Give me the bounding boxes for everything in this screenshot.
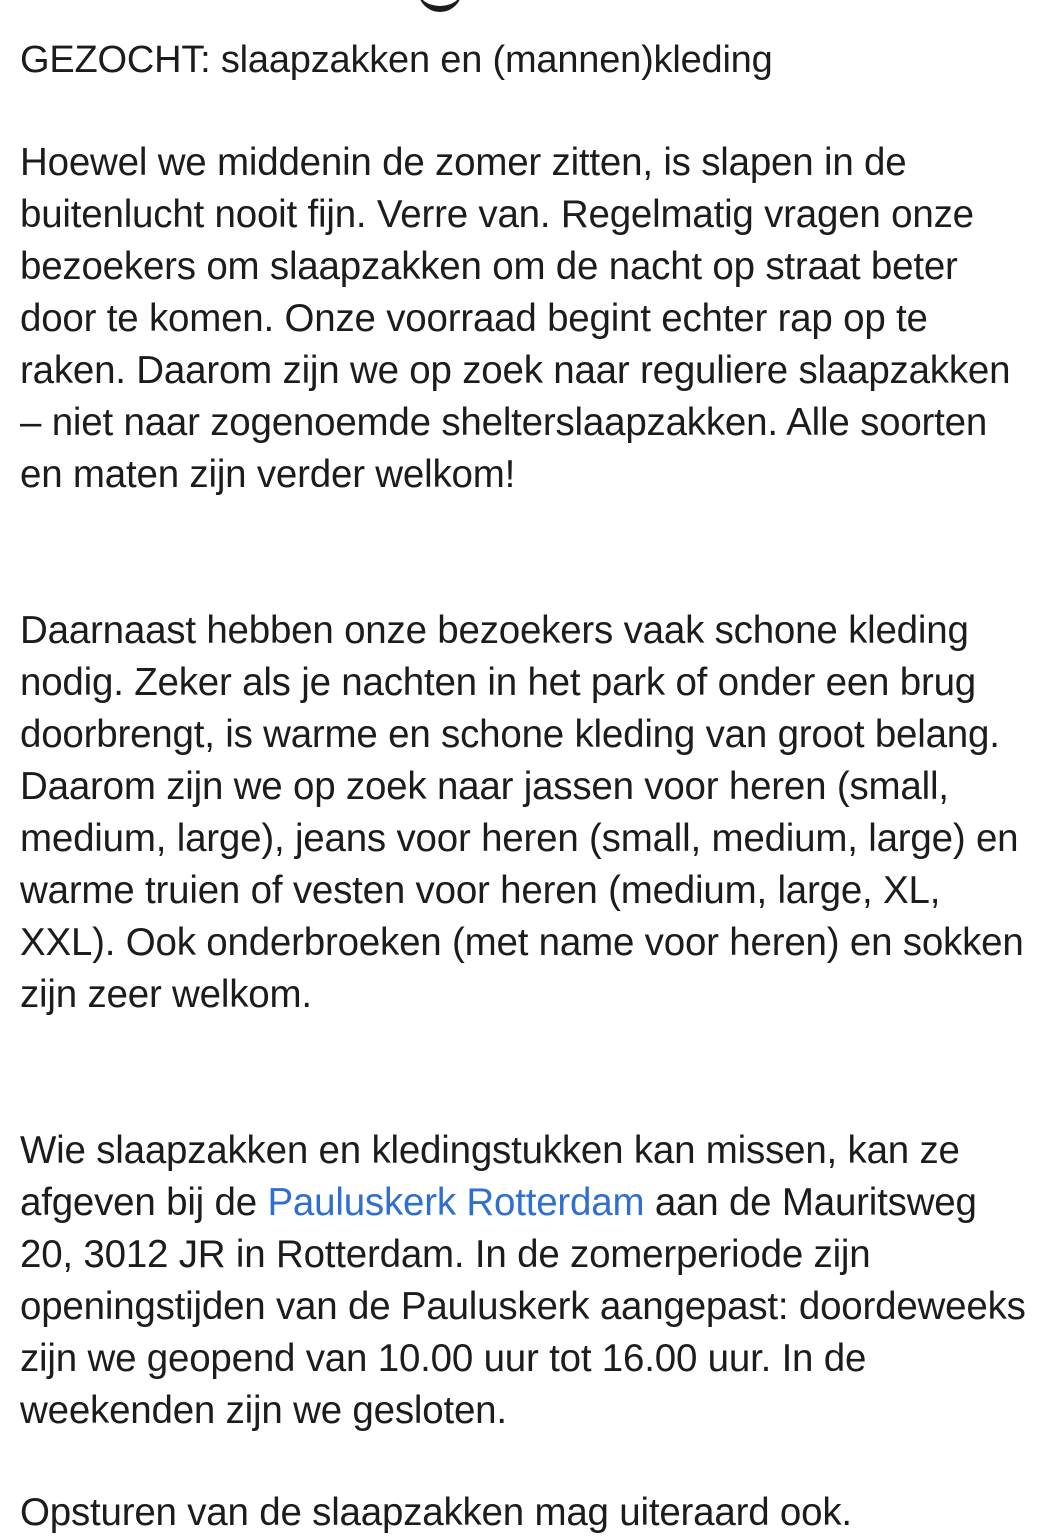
paragraph-shipping: Opsturen van de slaapzakken mag uiteraard ook.	[20, 1491, 852, 1534]
pauluskerk-rotterdam-link[interactable]: Pauluskerk Rotterdam	[267, 1181, 645, 1224]
paragraph-drop-off	[20, 1125, 1030, 1437]
paragraph-clothing: Daarnaast hebben onze bezoekers vaak schone kleding nodig. Zeker als je nachten in het park of onder een brug doorbrengt, is warme en schone kleding van groot belang. Daarom zijn we op zoek naar jassen voor heren (small, medium, large), jeans voor heren (small, medium, large) en warme truien of vesten voor heren (medium, large, XL, XXL). Ook onderbroeken (met name voor heren) en sokken zijn zeer welkom.	[20, 609, 1024, 1016]
post-heading: GEZOCHT: slaapzakken en (mannen)kleding	[20, 39, 773, 81]
drop-off-text-after-link: aan de Mauritsweg 20, 3012 JR in Rotterdam. In de zomerperiode zijn openingstijden van de Pauluskerk aangepast: doordeweeks zijn we geopend van 10.00 uur tot 16.00 uur. In de weekenden zijn we gesloten.	[20, 1181, 1026, 1432]
paragraph-sleeping-bags: Hoewel we middenin de zomer zitten, is slapen in de buitenlucht nooit fijn. Verre van. Regelmatig vragen onze bezoekers om slaapzakken om de nacht op straat beter door te komen. Onze voorraad begint echter rap op te raken. Daarom zijn we op zoek naar reguliere slaapzakken – niet naar zogenoemde shelterslaapzakken. Alle soorten en maten zijn verder welkom!	[20, 141, 1011, 496]
drop-off-text-before-link: Wie slaapzakken en kledingstukken kan missen, kan ze afgeven bij de	[20, 1129, 960, 1224]
cropped-text-fragment	[418, 0, 462, 12]
